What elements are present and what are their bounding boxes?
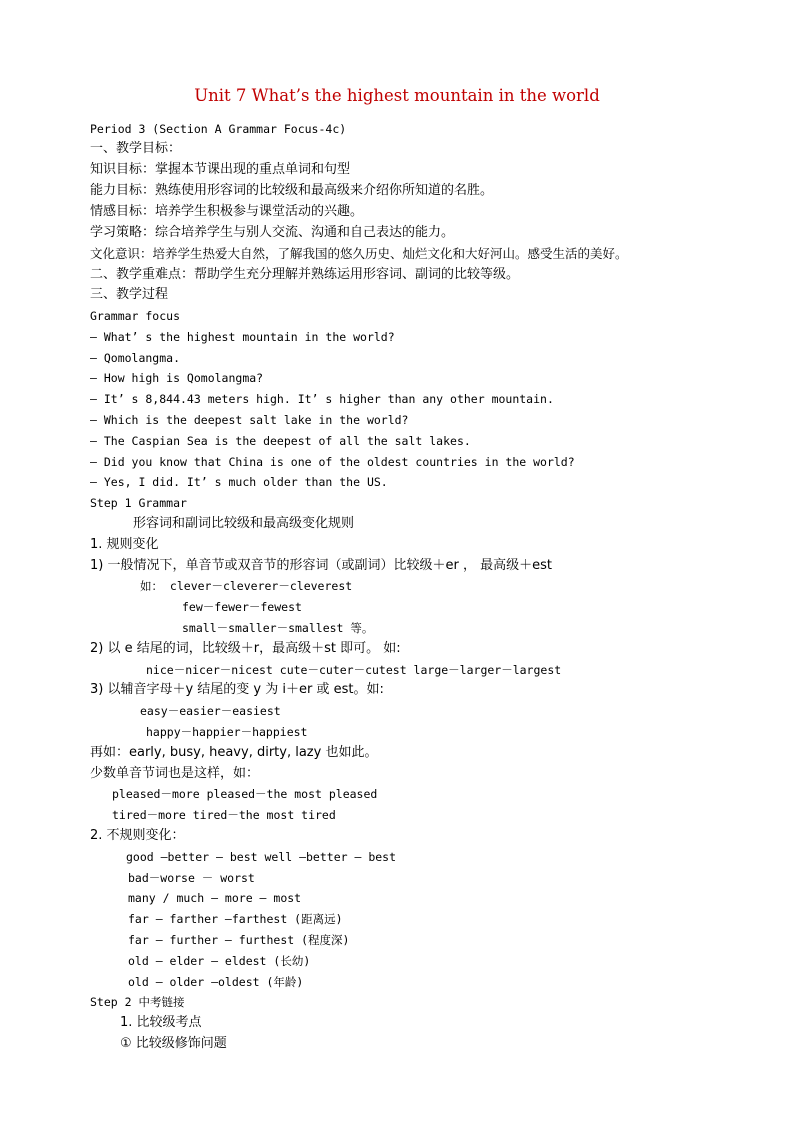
example-line: nice－nicer－nicest cute－cuter－cutest large－larger－largest (146, 663, 562, 677)
objective-line: 能力目标：熟练使用形容词的比较级和最高级来介绍你所知道的名胜。 (90, 183, 494, 198)
objective-line: 情感目标：培养学生积极参与课堂活动的兴趣。 (90, 204, 364, 219)
irregular-line: far — farther —farthest (距离远) (128, 912, 343, 926)
objective-line: 文化意识：培养学生热爱大自然，了解我国的悠久历史、灿烂文化和大好河山。感受生活的美好。 (90, 246, 628, 261)
step-heading: Step 1 Grammar (90, 496, 187, 510)
rule-heading: 1. 规则变化 (90, 537, 159, 552)
rule-heading: 2. 不规则变化： (90, 828, 185, 843)
example-line: small－smaller－smallest 等。 (182, 621, 374, 635)
objective-line: 知识目标：掌握本节课出现的重点单词和句型 (90, 162, 351, 177)
dialogue-line: — It’ s 8,844.43 meters high. It’ s higher than any other mountain. (90, 392, 554, 406)
subheading: Grammar focus (90, 309, 181, 323)
irregular-line: far — further — furthest (程度深) (128, 933, 350, 947)
rule-line: 少数单音节词也是这样，如： (90, 766, 260, 781)
subpoint-heading: 1. 比较级考点 (120, 1015, 202, 1030)
section-heading: 三、教学过程 (90, 287, 169, 302)
irregular-line: old — older —oldest (年龄) (128, 975, 304, 989)
dialogue-line: — Qomolangma. (90, 351, 181, 365)
dialogue-line: — Did you know that China is one of the oldest countries in the world? (90, 455, 575, 469)
rule-line: 2) 以 e 结尾的词，比较级＋r，最高级＋st 即可。 如: (90, 641, 401, 656)
example-line: few－fewer－fewest (182, 600, 302, 614)
dialogue-line: — Yes, I did. It’ s much older than the US. (90, 475, 388, 489)
objective-line: 学习策略：综合培养学生与别人交流、沟通和自己表达的能力。 (90, 225, 455, 240)
irregular-line: many / much — more — most (128, 891, 302, 905)
dialogue-line: — How high is Qomolangma? (90, 371, 264, 385)
example-line: happy－happier－happiest (146, 725, 308, 739)
rule-line: 3) 以辅音字母＋y 结尾的变 y 为 i＋er 或 est。如: (90, 682, 384, 697)
section-heading: 一、教学目标： (90, 141, 182, 156)
dialogue-line: — What’ s the highest mountain in the world? (90, 330, 395, 344)
irregular-line: bad－worse － worst (128, 871, 255, 885)
irregular-line: good —better — best well —better — best (126, 850, 397, 864)
example-line: 如： clever－cleverer－cleverest (140, 579, 353, 593)
example-line: easy－easier－easiest (140, 704, 281, 718)
rule-title: 形容词和副词比较级和最高级变化规则 (133, 516, 355, 531)
dialogue-line: — The Caspian Sea is the deepest of all the salt lakes. (90, 434, 471, 448)
dialogue-line: — Which is the deepest salt lake in the world? (90, 413, 409, 427)
page-title: Unit 7 What’s the highest mountain in the world (194, 86, 600, 105)
rule-line: 1) 一般情况下，单音节或双音节的形容词（或副词）比较级＋er ， 最高级＋est (90, 558, 552, 573)
section-heading: 二、教学重难点：帮助学生充分理解并熟练运用形容词、副词的比较等级。 (90, 267, 520, 282)
rule-line: 再如：early, busy, heavy, dirty, lazy 也如此。 (90, 745, 378, 760)
example-line: tired－more tired－the most tired (112, 808, 336, 822)
irregular-line: old — elder — eldest (长幼) (128, 954, 311, 968)
subpoint-line: ① 比较级修饰问题 (120, 1036, 227, 1051)
period-line: Period 3 (Section A Grammar Focus-4c) (90, 122, 347, 136)
example-line: pleased－more pleased－the most pleased (112, 787, 378, 801)
step-heading: Step 2 中考链接 (90, 995, 185, 1009)
